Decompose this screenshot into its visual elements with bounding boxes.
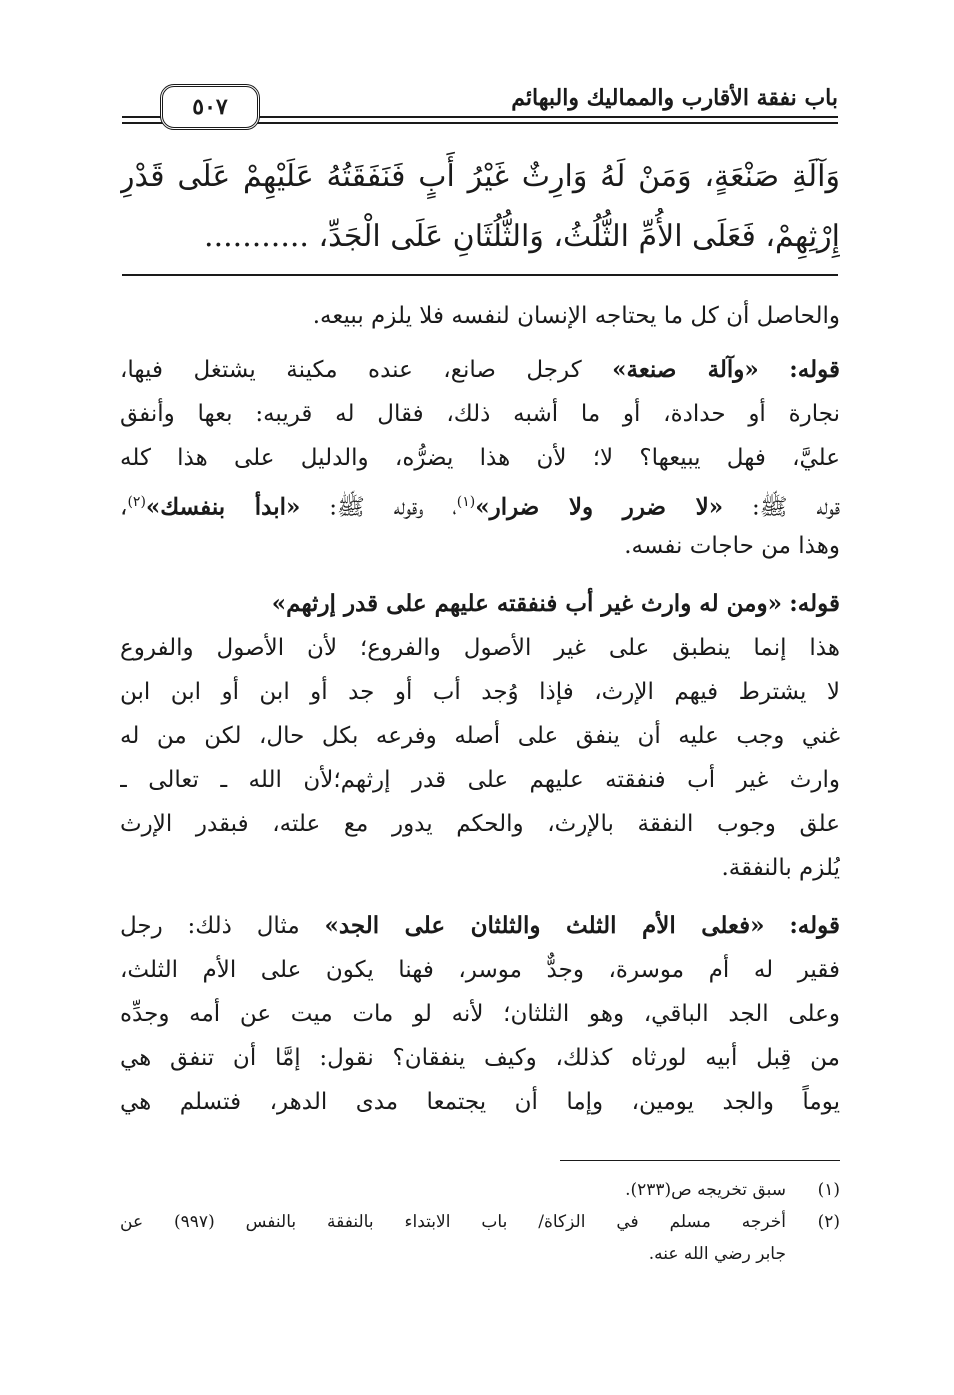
footnote-number: (١) [817, 1180, 840, 1200]
commentary-p3-line-6: علق وجوب النفقة بالإرث، والحكم يدور مع علته، فبقدر الإرث [120, 811, 840, 837]
text-run: مثال ذلك: رجل [120, 913, 300, 939]
commentary-p2-line-1 [120, 348, 840, 392]
footnote-divider [560, 1160, 840, 1161]
commentary-p2-line-2: نجارة أو حدادة، أو ما أشبه ذلك، فقال له قريبه: بعها وأنفق [120, 401, 840, 427]
footnote-text: أخرجه مسلم في الزكاة/ باب الابتداء بالنفقة بالنفس (٩٩٧) عن [120, 1212, 786, 1232]
footnote-ref-1[interactable]: (١) [456, 494, 476, 510]
matn-line-2: إِرْثِهِمْ، فَعَلَى الأُمِّ الثُّلُثُ، وَالثُّلُثَانِ عَلَى الْجَدِّ، ........... [204, 219, 840, 254]
qawluh-label: قوله: [789, 912, 840, 939]
hadith-quote-2: «ابدأ بنفسك» [145, 493, 301, 521]
commentary-p3-line-5: وارث غير أب فنفقته عليهم على قدر إرثهم؛لأن الله ـ تعالى ـ [120, 767, 840, 793]
commentary-p3-line-3: لا يشترط فيهم الإرث، فإذا وُجد أب أو جد أو ابن أو ابن ابن [120, 679, 840, 705]
quoted-phrase: «فعلى الأم الثلث والثلثان على الجد» [324, 912, 765, 939]
commentary-p4-line-5: يوماً والجد يومين، وإما أن يجتمعا مدى الدهر، فتسلم هي [120, 1089, 840, 1115]
commentary-p4-line-1 [120, 904, 840, 948]
page-number-box [160, 84, 260, 130]
commentary-p3-line-2: هذا إنما ينطبق على غير الأصول والفروع؛ لأن الأصول والفروع [120, 635, 840, 661]
footnote-ref-2[interactable]: (٢) [127, 494, 146, 510]
qawluh-label: قوله: [789, 590, 840, 617]
commentary-p2-line-5: وهذا من حاجات نفسه. [624, 533, 840, 559]
quoted-phrase: «وآلة صنعة» [612, 356, 759, 383]
commentary-p4-line-3: وعلى الجد الباقي، وهو الثلثان؛ لأنه لو مات ميت عن أمه وجدِّه [120, 1001, 840, 1027]
hadith-quote-1: «لا ضرر ولا ضرار» [475, 493, 724, 521]
text-run: كرجل صانع، عنده مكينة يشتغل فيها، [120, 357, 582, 383]
page-header [122, 84, 838, 130]
page-number: ٥٠٧ [192, 94, 228, 120]
qawluh-label: قوله: [789, 356, 840, 383]
footnote-text: سبق تخريجه ص(٢٣٣). [625, 1180, 786, 1200]
text-run: قوله ﷺ: [752, 494, 840, 521]
footnote-2-continuation: جابر رضي الله عنه. [648, 1244, 786, 1264]
commentary-p3-line-7: يُلزم بالنفقة. [721, 855, 840, 881]
text-run: ، [120, 494, 128, 521]
footnote-number: (٢) [817, 1212, 840, 1232]
text-run: ، وقوله ﷺ: [329, 494, 457, 521]
matn-line-1: وَآلَةِ صَنْعَةٍ، وَمَنْ لَهُ وَارِثٌ غَيْرُ أَبٍ فَنَفَقَتُهُ عَلَيْهِمْ عَلَى قَدْرِ [120, 159, 840, 194]
commentary-p2-line-4 [120, 480, 840, 524]
footnote-1 [120, 1176, 840, 1204]
matn-divider [122, 274, 838, 276]
quoted-phrase: «ومن له وارث غير أب فنفقته عليهم على قدر إرثهم» [271, 590, 782, 617]
commentary-p4-line-2: فقير له أم موسرة، وجدٌّ موسر، فهنا يكون على الأم الثلث، [120, 957, 840, 983]
commentary-p1: والحاصل أن كل ما يحتاجه الإنسان لنفسه فلا يلزم ببيعه. [312, 303, 840, 329]
commentary-p3-line-4: غني وجب عليه أن ينفق على أصله وفرعه بكل حال، لكن من له [120, 723, 840, 749]
commentary-p4-line-4: من قِبل أبيه لورثاه كذلك، وكيف ينفقان؟ نقول: إمَّا أن تنفق هي [120, 1045, 840, 1071]
commentary-p3-line-1 [120, 582, 840, 626]
chapter-title: باب نفقة الأقارب والمماليك والبهائم [511, 85, 838, 111]
footnote-2 [120, 1208, 840, 1236]
commentary-p2-line-3: عليَّ، فهل يبيعها؟ لا؛ لأن هذا يضرُّه، والدليل على هذا كله [120, 445, 840, 471]
